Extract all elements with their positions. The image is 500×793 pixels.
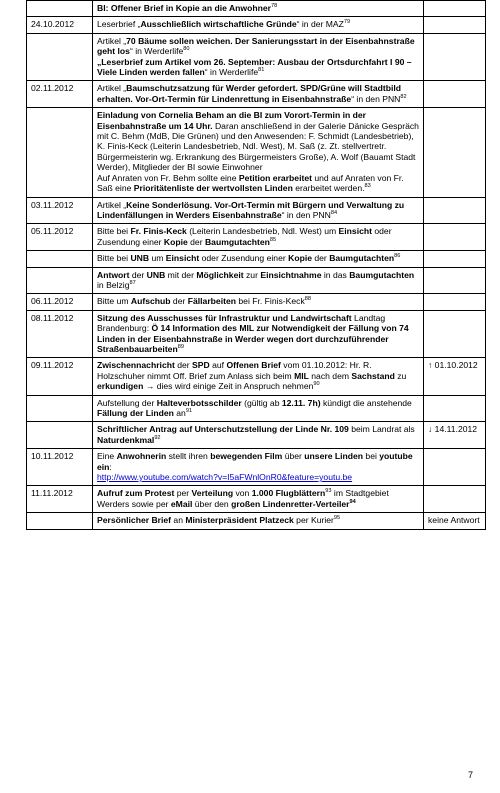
note-cell [424, 294, 486, 310]
description-paragraph [97, 488, 419, 509]
description-paragraph [97, 515, 419, 525]
description-paragraph [97, 200, 419, 221]
table-row [27, 197, 486, 224]
description-cell [93, 358, 424, 395]
text: über [282, 451, 305, 462]
chronology-table [26, 0, 486, 530]
text: : [109, 461, 112, 472]
bold-text: Persönlicher Brief [97, 515, 172, 526]
text: auf [209, 360, 227, 371]
date-cell [27, 1, 93, 17]
description-paragraph [97, 36, 419, 57]
text: der [187, 236, 205, 247]
text: oder Zusendung einer [97, 226, 392, 247]
description-paragraph [97, 424, 419, 445]
description-paragraph [97, 253, 419, 263]
text: “ in der MAZ [296, 19, 344, 30]
footnote-ref: 92 [154, 434, 161, 441]
description-paragraph [97, 472, 419, 482]
text: der [170, 296, 188, 307]
footnote-ref: 89 [177, 344, 184, 351]
description-cell [93, 422, 424, 449]
text: per [174, 488, 192, 499]
footnote-ref: 78 [270, 3, 278, 10]
description-cell [93, 513, 424, 529]
footnote-ref: 81 [258, 67, 265, 74]
description-cell [93, 17, 424, 33]
bold-text: Antwort [97, 269, 130, 280]
bold-text: Prioritätenliste der wertvollsten Linden [133, 183, 293, 194]
bold-text: Anwohnerin [116, 451, 167, 462]
description-paragraph [97, 19, 419, 29]
text: beim Landrat als [348, 424, 415, 435]
description-cell [93, 108, 424, 197]
bold-text: Zwischennachricht [97, 360, 175, 371]
footnote-ref: 93 [325, 488, 332, 495]
bold-text: Keine Sonderlösung. Vor-Ort-Termin mit Bürgern und Verwaltung zu Lindenfällungen in Werders Eisenbahnstraße [97, 199, 405, 220]
description-cell [93, 449, 424, 486]
bold-text: Verteilung [191, 488, 234, 499]
description-paragraph [97, 313, 419, 355]
text: Eine [97, 451, 117, 462]
text: “ in Werderlife [204, 67, 259, 78]
bold-text: eMail [170, 498, 193, 509]
bold-text: BI: Offener Brief in Kopie an die Anwohner [97, 3, 271, 13]
table-row [27, 513, 486, 529]
date-cell [27, 267, 93, 294]
text: zur [243, 269, 261, 280]
description-paragraph [97, 83, 419, 104]
footnote-ref: 82 [400, 93, 407, 100]
note-cell [424, 1, 486, 17]
bold-text: Sitzung des Ausschusses für Infrastruktur und Landwirtschaft [97, 312, 352, 323]
bold-text: Baumschutzsatzung für Werder gefordert. SPD/Grüne will Stadtbild erhalten. Vor-Ort-Termin für Lindenrettung in Eisenbahnstraße [97, 83, 402, 104]
date-cell: 03.11.2012 [27, 197, 93, 224]
note-cell [424, 108, 486, 197]
text: Bitte um [97, 296, 131, 307]
bold-text: Fällung der Linden [97, 408, 174, 418]
description-paragraph [97, 57, 419, 78]
footnote-ref: 90 [313, 381, 320, 388]
note-cell [424, 395, 486, 422]
text: um [149, 253, 166, 264]
description-cell [93, 81, 424, 108]
date-cell: 10.11.2012 [27, 449, 93, 486]
text: per Kurier [293, 515, 334, 526]
text: oder Zusendung einer [199, 253, 289, 264]
bold-text: Schriftlicher Antrag auf Unterschutzstellung der Linde Nr. 109 [97, 424, 349, 435]
bold-text: Sachstand [351, 370, 395, 381]
note-cell [424, 224, 486, 251]
bold-text: Ministerpräsident Platzeck [185, 515, 294, 526]
footnote-ref: 79 [343, 19, 351, 26]
footnote-ref: 84 [330, 210, 338, 217]
bold-text: unsere Linden [304, 451, 364, 462]
description-cell [93, 395, 424, 422]
description-cell [93, 294, 424, 310]
table-row [27, 108, 486, 197]
date-cell [27, 33, 93, 81]
bold-text: 1.000 Flugblättern [251, 488, 326, 499]
text: nach dem [308, 370, 352, 381]
description-paragraph [97, 360, 419, 391]
youtube-link[interactable]: http://www.youtube.com/watch?v=I5aFWnlOnR0&feature=youtu.be [97, 472, 353, 483]
bold-text: SPD [192, 360, 210, 371]
bold-text: Baumgutachten [204, 236, 270, 247]
description-cell [93, 224, 424, 251]
note-cell: ↓ 14.11.2012 [424, 422, 486, 449]
bold-text: Ausschließlich wirtschaftliche Gründe [140, 19, 297, 30]
table-row [27, 358, 486, 395]
description-cell [93, 486, 424, 513]
text: bei Fr. Finis-Keck [236, 296, 305, 307]
note-cell [424, 17, 486, 33]
text: Artikel „ [97, 199, 127, 210]
date-cell: 24.10.2012 [27, 17, 93, 33]
bold-text: Aufschub [130, 296, 171, 307]
table-row [27, 395, 486, 422]
table-row [27, 267, 486, 294]
bold-text: MIL [294, 370, 309, 381]
date-cell: 06.11.2012 [27, 294, 93, 310]
text: Artikel „ [97, 35, 127, 46]
text: “ in den PNN [281, 209, 331, 220]
text: zu [394, 370, 407, 381]
text: über den [192, 498, 232, 509]
chronology-rows [27, 1, 486, 530]
text: im Stadtgebiet Werders sowie per [97, 488, 389, 509]
bold-text: Petition erarbeitet [238, 172, 312, 183]
footnote-ref: 95 [333, 515, 341, 522]
description-cell [93, 251, 424, 267]
description-cell [93, 33, 424, 81]
date-cell: 11.11.2012 [27, 486, 93, 513]
text: an [173, 408, 186, 418]
description-cell [93, 310, 424, 358]
description-paragraph [97, 3, 419, 13]
bold-text: großen Lindenretter-Verteiler [231, 498, 350, 509]
text: in Belzig [97, 279, 130, 290]
bold-text: youtube ein [97, 451, 413, 472]
bold-text: Offenen Brief [226, 360, 281, 371]
table-row [27, 449, 486, 486]
description-paragraph [97, 296, 419, 306]
footnote-ref: 88 [304, 296, 312, 303]
text: der [129, 269, 147, 280]
description-paragraph [97, 110, 419, 172]
table-row [27, 81, 486, 108]
bold-text: Baumgutachten [329, 253, 395, 264]
text: Landtag Brandenburg: [97, 312, 386, 334]
note-cell: keine Antwort [424, 513, 486, 529]
table-row [27, 251, 486, 267]
text: Aufstellung der [97, 397, 157, 408]
text: → dies wird einige Zeit in Anspruch nehmen [143, 381, 314, 392]
footnote-ref: 94 [349, 498, 356, 505]
text: “ in den PNN [351, 93, 401, 104]
bold-text: Möglichkeit [196, 269, 244, 280]
footnote-ref: 83 [364, 183, 371, 190]
table-row [27, 17, 486, 33]
date-cell: 09.11.2012 [27, 358, 93, 395]
note-cell [424, 251, 486, 267]
text: Daran anschließend in der Galerie Dänicke Gespräch mit C. Behm (MdB, Die Grünen) und den Anwesenden: F. Schmidt (Landesbetrieb), K. Finis-Keck (Leiterin Landesbetrieb, Ndl. West), M. Saß (z. Zt. stellvertretr. Bürgermeisterin wg. Erkrankung des Bürgermeisters Große), A. Wolf (Bauamt Stadt Werder), Mitglieder der BI sowie Einwohner [97, 120, 419, 173]
bold-text: Aufruf zum Protest [97, 488, 175, 499]
bold-text: Einladung von Cornelia Beham an die BI zum Vorort-Termin in der Eisenbahnstraße um 14 Uhr. [97, 110, 366, 131]
date-cell [27, 395, 93, 422]
bold-text: Halteverbotsschilder [156, 397, 242, 408]
text: “ in Werderlife [129, 46, 184, 57]
text: der [311, 253, 330, 264]
table-row [27, 422, 486, 449]
table-row [27, 224, 486, 251]
description-cell [93, 267, 424, 294]
date-cell: 05.11.2012 [27, 224, 93, 251]
note-cell [424, 81, 486, 108]
page-number: 7 [467, 770, 473, 780]
description-paragraph [97, 451, 419, 472]
text: (Leiterin Landesbetrieb, Ndl. West) um [186, 226, 339, 237]
note-cell [424, 449, 486, 486]
bold-text: Einsichtnahme [260, 269, 322, 280]
bold-text: Naturdenkmal [97, 434, 155, 445]
text: Bitte bei [97, 253, 131, 264]
note-cell [424, 267, 486, 294]
note-cell [424, 310, 486, 358]
footnote-ref: 86 [394, 253, 401, 260]
description-paragraph [97, 398, 419, 419]
table-row [27, 294, 486, 310]
text: vom 01.10.2012: Hr. R. Holzschuher nimmt Off. Brief zum Anlass sich beim [97, 360, 372, 381]
note-cell [424, 486, 486, 513]
date-cell [27, 422, 93, 449]
description-cell [93, 197, 424, 224]
footnote-ref: 91 [185, 408, 193, 415]
bold-text: Ö 14 Information des MIL zur Notwendigkeit der Fällung von 74 Linden in der Eisenbahnstraße in Werder wegen dort durchzuführender Straßenbauarbeiten [97, 323, 409, 354]
text: bei [363, 451, 380, 462]
description-paragraph [97, 173, 419, 194]
footnote-ref: 87 [129, 280, 136, 287]
bold-text: 12.11. 7h) [281, 397, 321, 408]
description-cell [93, 1, 424, 17]
table-row [27, 33, 486, 81]
text: stellt ihren [166, 451, 211, 462]
bold-text: Einsicht [338, 226, 372, 237]
date-cell: 02.11.2012 [27, 81, 93, 108]
note-cell [424, 33, 486, 81]
bold-text: Baumgutachten [349, 269, 415, 280]
text: Auf Anraten von Fr. Behm sollte eine [97, 172, 239, 183]
date-cell: 08.11.2012 [27, 310, 93, 358]
bold-text: „Leserbrief zum Artikel vom 26. September: Ausbau der Ortsdurchfahrt I 90 – Viele Linden werden fallen [97, 56, 412, 78]
bold-text: 70 Bäume sollen weichen. Der Sanierungsstart in der Eisenbahnstraße geht los [97, 35, 415, 57]
table-row [27, 1, 486, 17]
description-paragraph [97, 270, 419, 291]
bold-text: Kopie [288, 253, 312, 264]
text: an [171, 515, 186, 526]
footnote-ref: 80 [183, 46, 190, 53]
footnote-ref: 85 [269, 236, 277, 243]
note-cell [424, 197, 486, 224]
text: Artikel „ [97, 83, 127, 94]
text: und auf Anraten von Fr. Saß eine [97, 172, 404, 194]
table-row [27, 486, 486, 513]
text: (gültig ab [241, 397, 282, 408]
description-paragraph [97, 226, 419, 247]
text: der [174, 360, 193, 371]
bold-text: bewegenden Film [210, 451, 283, 462]
text: in das [321, 269, 350, 280]
bold-text: Fr. Finis-Keck [130, 226, 187, 237]
text: von [233, 488, 252, 499]
text: erarbeitet werden. [292, 183, 365, 194]
date-cell [27, 108, 93, 197]
table-row [27, 310, 486, 358]
note-cell: ↑ 01.10.2012 [424, 358, 486, 395]
bold-text: Fällarbeiten [187, 296, 236, 307]
text: mit der [165, 269, 197, 280]
bold-text: UNB [130, 253, 150, 264]
text: Bitte bei [97, 226, 131, 237]
bold-text: UNB [146, 269, 166, 280]
bold-text: erkundigen [97, 381, 144, 392]
text: kündigt die anstehende [320, 397, 412, 408]
bold-text: Einsicht [165, 253, 200, 264]
date-cell [27, 513, 93, 529]
text: Leserbrief „ [97, 19, 141, 30]
bold-text: Kopie [163, 236, 188, 247]
date-cell [27, 251, 93, 267]
